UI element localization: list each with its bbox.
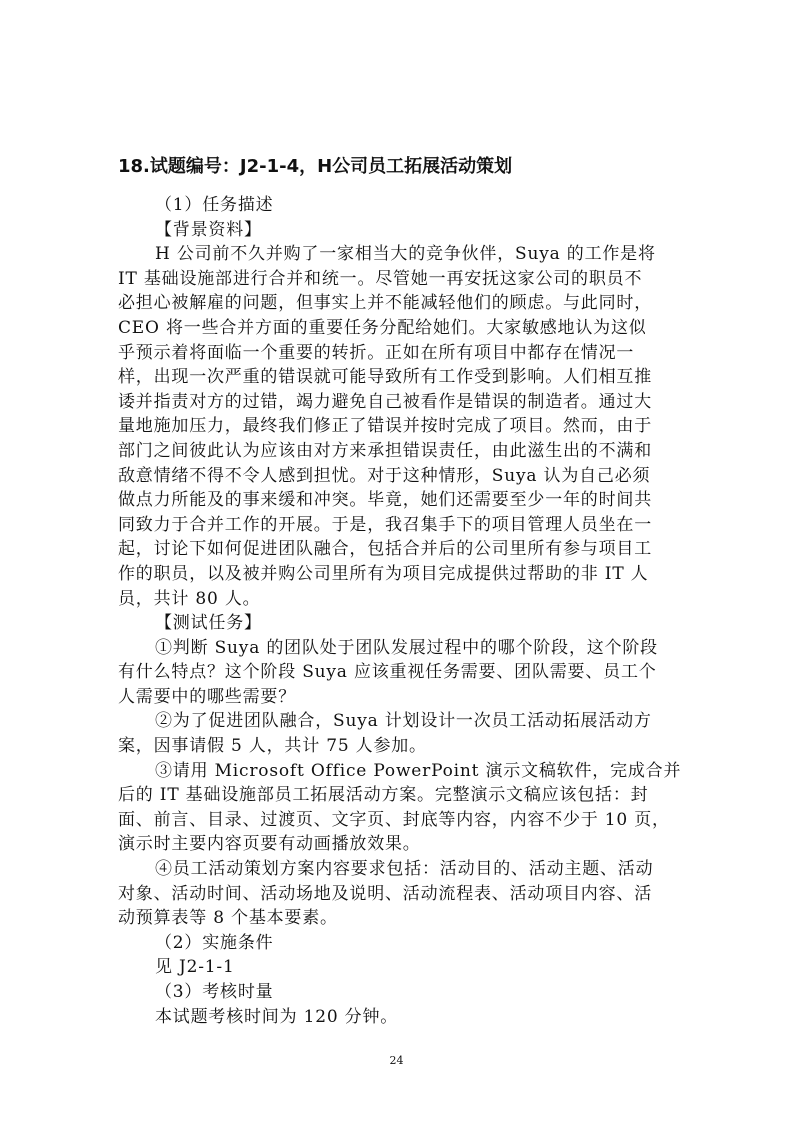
- text-line: ①判断 Suya 的团队处于团队发展过程中的哪个阶段，这个阶段: [155, 637, 658, 658]
- text-line: 量地施加压力，最终我们修正了错误并按时完成了项目。然而，由于: [118, 416, 652, 437]
- question-body: [118, 193, 682, 1029]
- text-line: 诿并指责对方的过错，竭力避免自己被看作是错误的制造者。通过大: [118, 391, 652, 412]
- text-line: （1）任务描述: [155, 195, 274, 215]
- page-number: 24: [389, 1054, 404, 1067]
- text-line: 案，因事请假 5 人，共计 75 人参加。: [118, 736, 427, 757]
- text-line: 对象、活动时间、活动场地及说明、活动流程表、活动项目内容、活: [118, 883, 652, 904]
- text-line: 必担心被解雇的问题，但事实上并不能减轻他们的顾虑。与此同时，: [118, 293, 652, 314]
- text-line: 演示时主要内容页要有动画播放效果。: [118, 834, 421, 855]
- text-line: 动预算表等 8 个基本要素。: [118, 908, 338, 929]
- text-line: 【测试任务】: [155, 613, 262, 634]
- text-line: ③请用 Microsoft Office PowerPoint 演示文稿软件，完成合并: [155, 760, 682, 781]
- text-line: 作的职员，以及被并购公司里所有为项目完成提供过帮助的非 IT 人: [118, 563, 649, 584]
- text-line: 起，讨论下如何促进团队融合，包括合并后的公司里所有参与项目工: [118, 539, 652, 560]
- text-line: 本试题考核时间为 120 分钟。: [155, 1006, 399, 1027]
- text-line: 面、前言、目录、过渡页、文字页、封底等内容，内容不少于 10 页，: [118, 809, 670, 830]
- text-line: H 公司前不久并购了一家相当大的竞争伙伴，Suya 的工作是将: [155, 244, 656, 265]
- text-line: ④员工活动策划方案内容要求包括：活动目的、活动主题、活动: [155, 859, 654, 880]
- text-line: 后的 IT 基础设施部员工拓展活动方案。完整演示文稿应该包括：封: [118, 785, 649, 806]
- text-line: CEO 将一些合并方面的重要任务分配给她们。大家敏感地认为这似: [118, 317, 647, 338]
- text-line: 有什么特点？这个阶段 Suya 应该重视任务需要、团队需要、员工个: [118, 662, 657, 683]
- text-line: （3）考核时量: [155, 982, 274, 1002]
- text-line: 样，出现一次严重的错误就可能导致所有工作受到影响。人们相互推: [118, 367, 652, 388]
- text-line: 做点力所能及的事来缓和冲突。毕竟，她们还需要至少一年的时间共: [118, 490, 652, 511]
- text-line: 敌意情绪不得不令人感到担忧。对于这种情形，Suya 认为自己必须: [118, 465, 651, 486]
- text-line: 【背景资料】: [155, 219, 262, 240]
- text-line: 乎预示着将面临一个重要的转折。正如在所有项目中都存在情况一: [118, 342, 635, 363]
- question-title: 18.试题编号：J2-1-4，H公司员工拓展活动策划: [118, 156, 513, 177]
- text-line: （2）实施条件: [155, 932, 274, 953]
- text-line: 人需要中的哪些需要？: [118, 686, 296, 707]
- text-line: IT 基础设施部进行合并和统一。尽管她一再安抚这家公司的职员不: [118, 268, 643, 289]
- text-line: 见 J2-1-1: [155, 957, 235, 978]
- text-line: 员，共计 80 人。: [118, 588, 261, 609]
- text-line: 部门之间彼此认为应该由对方来承担错误责任，由此滋生出的不满和: [118, 440, 652, 461]
- text-line: ②为了促进团队融合，Suya 计划设计一次员工活动拓展活动方: [155, 711, 652, 732]
- text-line: 同致力于合并工作的开展。于是，我召集手下的项目管理人员坐在一: [118, 514, 652, 535]
